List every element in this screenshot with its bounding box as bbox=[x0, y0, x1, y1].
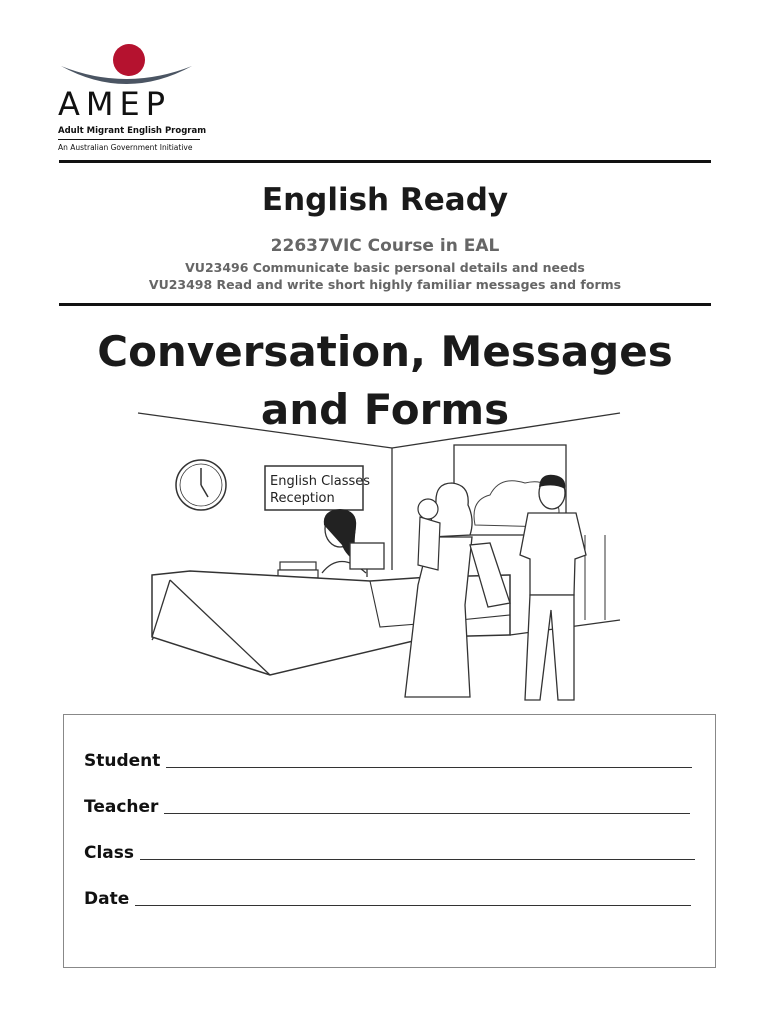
student-field[interactable] bbox=[84, 751, 692, 771]
amep-logo bbox=[56, 40, 206, 155]
class-label: Class bbox=[84, 843, 135, 863]
date-field[interactable] bbox=[84, 889, 691, 909]
cover-title-line-1: Conversation, Messages bbox=[97, 327, 673, 376]
teacher-field[interactable] bbox=[84, 797, 690, 817]
logo-wordmark: AMEP bbox=[58, 85, 172, 123]
wall-clock-icon bbox=[176, 460, 226, 510]
teacher-label: Teacher bbox=[84, 797, 159, 817]
date-input-line[interactable] bbox=[135, 905, 691, 906]
teacher-input-line[interactable] bbox=[164, 813, 690, 814]
unit-line-2: VU23498 Read and write short highly familiar messages and forms bbox=[148, 277, 622, 292]
student-details-form bbox=[63, 714, 716, 968]
logo-divider bbox=[58, 139, 200, 140]
student-label: Student bbox=[84, 751, 161, 771]
reception-illustration bbox=[130, 405, 640, 715]
class-input-line[interactable] bbox=[140, 859, 695, 860]
top-divider bbox=[59, 160, 711, 163]
sign-line-2: Reception bbox=[270, 491, 335, 506]
logo-subtitle: Adult Migrant English Program bbox=[58, 126, 207, 136]
unit-line-1: VU23496 Communicate basic personal details and needs bbox=[185, 260, 585, 275]
cover-title-line-2: and Forms bbox=[260, 385, 510, 434]
student-input-line[interactable] bbox=[166, 767, 692, 768]
middle-divider bbox=[59, 303, 711, 306]
course-title: 22637VIC Course in EAL bbox=[270, 236, 500, 256]
logo-tagline: An Australian Government Initiative bbox=[58, 143, 193, 152]
page-title: English Ready bbox=[261, 182, 509, 218]
date-label: Date bbox=[84, 889, 130, 909]
class-field[interactable] bbox=[84, 843, 695, 863]
sign-line-1: English Classes bbox=[270, 474, 371, 489]
